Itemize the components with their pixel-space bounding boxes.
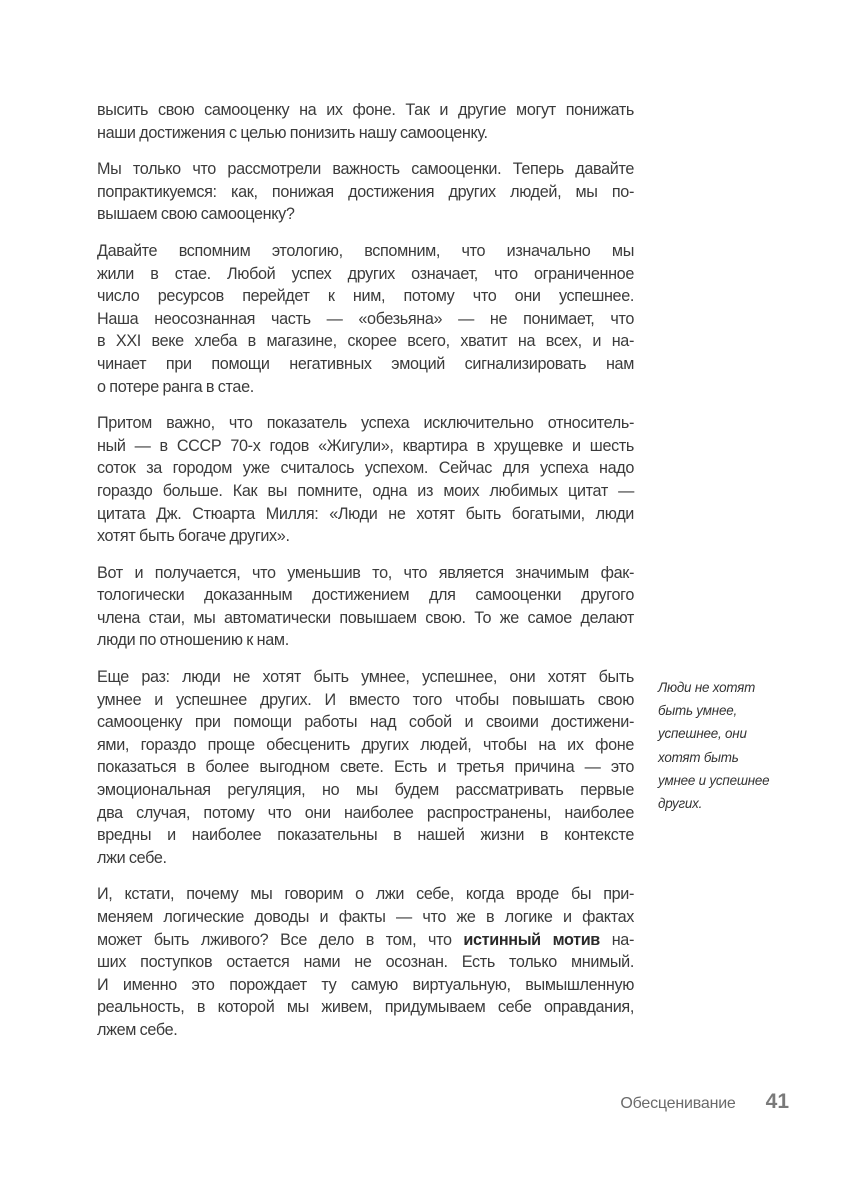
text-line: И именно это порождает ту самую виртуальную, вымышленную bbox=[97, 975, 634, 994]
quote-line: других. bbox=[658, 796, 703, 812]
page-footer bbox=[620, 1090, 789, 1114]
text-line: наши достижения с целью понизить нашу самооценку. bbox=[97, 123, 488, 142]
text-line: высить свою самооценку на их фоне. Так и другие могут понижать bbox=[97, 101, 634, 119]
text-line: лжи себе. bbox=[97, 848, 167, 867]
text-line: соток за городом уже считалось успехом. Сейчас для успеха надо bbox=[97, 459, 634, 478]
paragraph-5 bbox=[97, 562, 634, 652]
text-line: Еще раз: люди не хотят быть умнее, успешнее, они хотят быть bbox=[97, 668, 634, 687]
text-line: показаться в более выгодном свете. Есть и третья причина — это bbox=[97, 758, 634, 777]
text-line: Давайте вспомним этологию, вспомним, что изначально мы bbox=[97, 241, 634, 260]
text-line: о потере ранга в стае. bbox=[97, 377, 254, 396]
text-line: два случая, потому что они наиболее распространены, наиболее bbox=[97, 803, 634, 822]
text-line: люди по отношению к нам. bbox=[97, 631, 289, 650]
quote-line: умнее и успешнее bbox=[658, 772, 770, 788]
text-line-with-emphasis bbox=[97, 929, 634, 952]
text-line: умнее и успешнее других. И вместо того чтобы повышать свою bbox=[97, 690, 634, 709]
text-line: эмоциональная регуляция, но мы будем рассматривать первые bbox=[97, 781, 634, 800]
text-line: Мы только что рассмотрели важность самооценки. Теперь давайте bbox=[97, 160, 634, 179]
text-line: чинает при помощи негативных эмоций сигнализировать нам bbox=[97, 354, 634, 373]
text-line: попрактикуемся: как, понижая достижения других людей, мы по- bbox=[97, 182, 634, 201]
text-line: тологически доказанным достижением для самооценки другого bbox=[97, 586, 634, 605]
text-line: Вот и получается, что уменьшив то, что является значимым фак- bbox=[97, 563, 634, 582]
text-line: лжем себе. bbox=[97, 1020, 178, 1039]
quote-line: быть умнее, bbox=[658, 703, 737, 719]
text-line: ших поступков остается нами не осознан. Есть только мнимый. bbox=[97, 953, 634, 972]
quote-line: хотят быть bbox=[658, 749, 739, 765]
text-fragment: может быть лживого? Все дело в том, что bbox=[97, 930, 464, 949]
text-line: меняем логические доводы и факты — что же в логике и фактах bbox=[97, 908, 634, 926]
text-line: самооценку при помощи работы над собой и своими достижени- bbox=[97, 713, 634, 732]
paragraph-3 bbox=[97, 240, 634, 398]
main-text-column bbox=[97, 99, 634, 1056]
text-line: члена стаи, мы автоматически повышаем свою. То же самое делают bbox=[97, 608, 634, 627]
text-line: ный — в СССР 70-х годов «Жигули», квартира в хрущевке и шесть bbox=[97, 436, 634, 455]
page-number: 41 bbox=[765, 1090, 789, 1113]
text-line: Наша неосознанная часть — «обезьяна» — не понимает, что bbox=[97, 309, 634, 328]
paragraph-6 bbox=[97, 666, 634, 869]
paragraph-1 bbox=[97, 99, 634, 144]
running-chapter-title: Обесценивание bbox=[620, 1095, 736, 1112]
quote-line: успешнее, они bbox=[658, 726, 747, 742]
text-line: цитата Дж. Стюарта Милля: «Люди не хотят быть богатыми, люди bbox=[97, 504, 634, 523]
emphasis-true-motive: истинный мотив bbox=[463, 930, 600, 949]
text-fragment: на- bbox=[599, 930, 634, 949]
text-line: в XXI веке хлеба в магазине, скорее всего, хватит на всех, и на- bbox=[97, 332, 634, 351]
text-line: число ресурсов перейдет к ним, потому что они успешнее. bbox=[97, 287, 634, 306]
text-line: гораздо больше. Как вы помните, одна из моих любимых цитат — bbox=[97, 481, 634, 500]
text-line: Притом важно, что показатель успеха исключительно относитель- bbox=[97, 414, 634, 433]
text-line: вышаем свою самооценку? bbox=[97, 205, 295, 224]
paragraph-4 bbox=[97, 412, 634, 548]
margin-pull-quote bbox=[658, 676, 818, 815]
paragraph-2 bbox=[97, 158, 634, 226]
quote-line: Люди не хотят bbox=[658, 680, 756, 695]
text-line: жили в стае. Любой успех других означает, что ограниченное bbox=[97, 264, 634, 283]
text-line: И, кстати, почему мы говорим о лжи себе, когда вроде бы при- bbox=[97, 885, 634, 904]
paragraph-7 bbox=[97, 883, 634, 1041]
text-line: вредны и наиболее показательны в нашей жизни в контексте bbox=[97, 826, 634, 845]
text-line: хотят быть богаче других». bbox=[97, 527, 290, 546]
text-line: ями, гораздо проще обесценить других людей, чтобы на их фоне bbox=[97, 735, 634, 754]
text-line: реальность, в которой мы живем, придумываем себе оправдания, bbox=[97, 998, 634, 1017]
